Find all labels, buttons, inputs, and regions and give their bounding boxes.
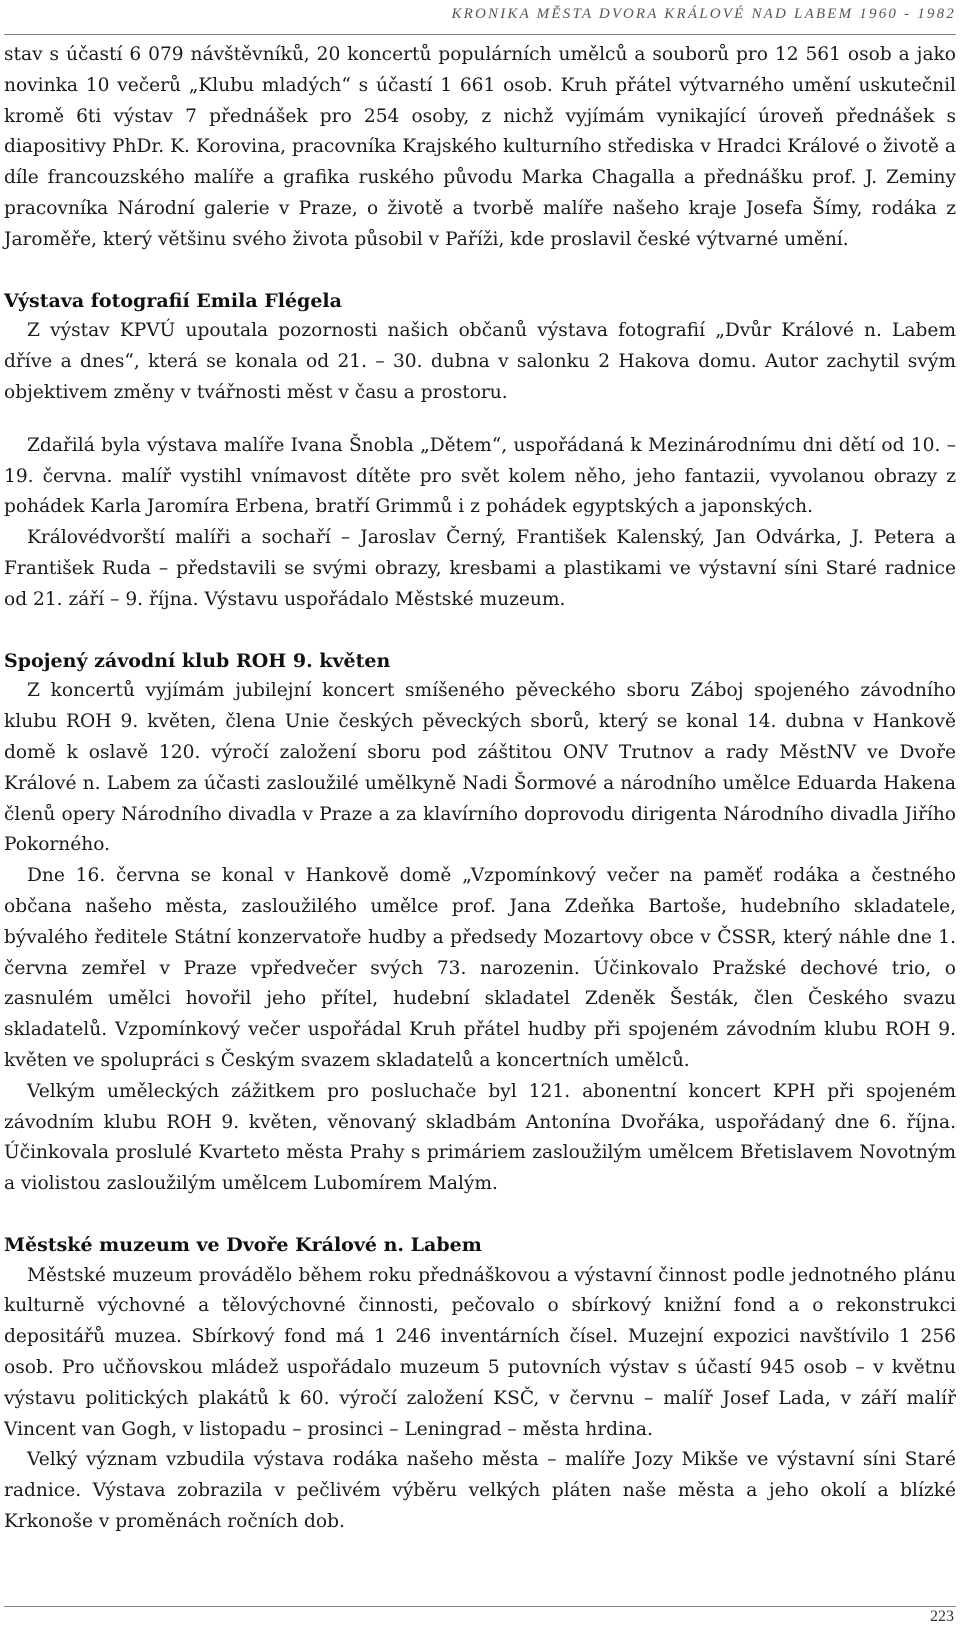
running-header: KRONIKA MĚSTA DVORA KRÁLOVÉ NAD LABEM 1960 - 1982 [451, 6, 956, 22]
page-number: 223 [930, 1608, 954, 1625]
paragraph: Zdařilá byla výstava malíře Ivana Šnobla „Dětem“, uspořádaná k Mezinárodnímu dni dětí od 10. – 19. června. malíř vystihl vnímavost dítěte pro svět kolem něho, jeho fantazii, vyvolanou obrazy z pohádek Karla Jaromíra Erbena, bratří Grimmů i z pohádek egyptských a japonských. [4, 434, 956, 518]
paragraph: Dne 16. června se konal v Hankově domě „Vzpomínkový večer na paměť rodáka a čestného občana našeho města, zasloužilého umělce prof. Jana Zdeňka Bartoše, hudebního skladatele, bývalého ředitele Státní konzervatoře hudby a předsedy Mozartovy obce v ČSSR, který náhle dne 1. června zemřel v Praze vpředvečer svých 73. narozenin. Účinkovalo Pražské dechové trio, o zasnulém umělci hovořil jeho přítel, hudební skladatel Zdeněk Šesták, člen Českého svazu skladatelů. Vzpomínkový večer uspořádal Kruh přátel hudby při spojeném závodním klubu ROH 9. květen ve spolupráci s Českým svazem skladatelů a koncertních umělců. [4, 865, 956, 1071]
paragraph: Městské muzeum provádělo během roku přednáškovou a výstavní činnost podle jednotného plánu kulturně výchovné a tělovýchovné činnosti, pečovalo o sbírkový knižní fond a o rekonstrukci depositářů muzea. Sbírkový fond má 1 246 inventárních čísel. Muzejní expozici navštívilo 1 256 osob. Pro učňovskou mládež uspořádalo muzeum 5 putovních výstav s účastí 945 osob – v květnu výstavu politických plakátů k 60. výročí založení KSČ, v červnu – malíř Josef Lada, v září malíř Vincent van Gogh, v listopadu – prosinci – Leningrad – města hrdina. [4, 1264, 956, 1440]
paragraph: Z výstav KPVÚ upoutala pozornosti našich občanů výstava fotografií „Dvůr Králové n. Labem dříve a dnes“, která se konala od 21. – 30. dubna v salonku 2 Hakova domu. Autor zachytil svým objektivem změny v tvářnosti měst v času a prostoru. [4, 320, 956, 403]
paragraph: Královédvorští malíři a sochaří – Jaroslav Černý, František Kalenský, Jan Odvárka, J. Petera a František Ruda – představili se svými obrazy, kresbami a plastikami ve výstavní síni Staré radnice od 21. září – 9. října. Výstavu uspořádalo Městské muzeum. [4, 527, 956, 610]
section-heading: Výstava fotografií Emila Flégela [4, 289, 342, 312]
paragraph: Velký význam vzbudila výstava rodáka našeho města – malíře Jozy Mikše ve výstavní síni Staré radnice. Výstava zobrazila v pečlivém výběru velkých pláten naše města a jeho okolí a blízké Krkonoše v proměnách ročních dob. [4, 1449, 956, 1533]
page-content [4, 40, 956, 1538]
paragraph: Z koncertů vyjímám jubilejní koncert smíšeného pěveckého sboru Záboj spojeného závodního klubu ROH 9. květen, člena Unie českých pěveckých sborů, který se konal 14. dubna v Hankově domě k oslavě 120. výročí založení sboru pod záštitou ONV Trutnov a rady MěstNV ve Dvoře Králové n. Labem za účasti zasloužilé umělkyně Nadi Šormové a národního umělce Eduarda Hakena členů opery Národního divadla v Praze a za klavírního doprovodu dirigenta Národního divadla Jiřího Pokorného. [4, 680, 956, 856]
section-heading: Spojený závodní klub ROH 9. květen [4, 649, 391, 672]
paragraph: stav s účastí 6 079 návštěvníků, 20 koncertů populárních umělců a souborů pro 12 561 osob a jako novinka 10 večerů „Klubu mladých“ s účastí 1 661 osob. Kruh přátel výtvarného umění uskutečnil kromě 6ti výstav 7 přednášek pro 254 osoby, z nichž vyjímám vynikající úroveň přednášek s diapositivy PhDr. K. Korovina, pracovníka Krajského kulturního střediska v Hradci Králové o životě a díle francouzského malíře a grafika ruského původu Marka Chagalla a přednášku prof. J. Zeminy pracovníka Národní galerie v Praze, o životě a tvorbě malíře našeho kraje Josefa Šímy, rodáka z Jaroměře, který většinu svého života působil v Paříži, kde proslavil české výtvarné umění. [4, 44, 956, 250]
footer-rule [4, 1606, 956, 1607]
header-rule [4, 34, 956, 35]
section-heading: Městské muzeum ve Dvoře Králové n. Labem [4, 1233, 482, 1256]
paragraph: Velkým uměleckých zážitkem pro posluchače byl 121. abonentní koncert KPH při spojeném závodním klubu ROH 9. květen, věnovaný skladbám Antonína Dvořáka, uspořádaný dne 6. října. Účinkovala proslulé Kvarteto města Prahy s primáriem zasloužilým umělcem Břetislavem Novotným a violistou zasloužilým umělcem Lubomírem Malým. [4, 1080, 956, 1195]
